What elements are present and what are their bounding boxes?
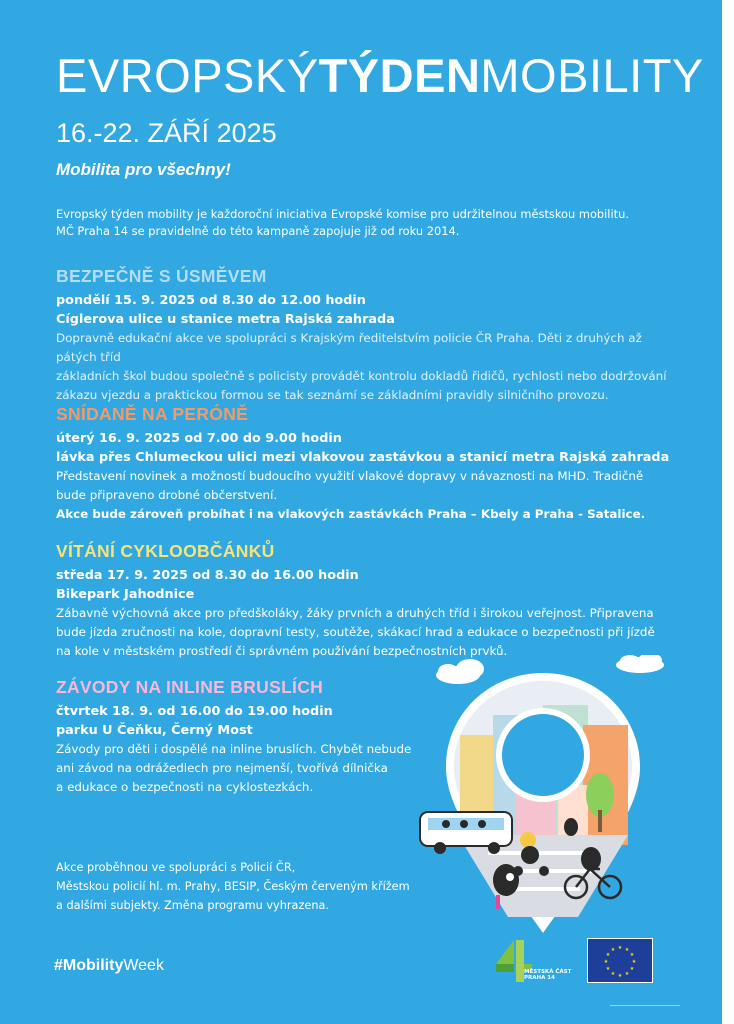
motto: Mobilita pro všechny! bbox=[56, 160, 231, 179]
event-time: čtvrtek 18. 9. od 16.00 do 19.00 hodin bbox=[56, 704, 333, 719]
event-bezpecne bbox=[56, 266, 676, 405]
title-part-1: EVROPSKÝ bbox=[56, 49, 319, 102]
svg-text:★: ★ bbox=[624, 947, 630, 953]
svg-text:★: ★ bbox=[605, 952, 611, 958]
svg-text:★: ★ bbox=[603, 959, 609, 965]
intro-line: MČ Praha 14 se pravidelně do této kampaně zapojuje již od roku 2014. bbox=[56, 224, 460, 238]
svg-text:★: ★ bbox=[631, 959, 637, 965]
svg-text:★: ★ bbox=[610, 947, 616, 953]
event-description: Zábavně výchovná akce pro předškoláky, žáky prvních a druhých tříd i širokou veřejnost. Připravena bude jízda zručnosti na kole, dopravní testy, soutěže, skákací hrad a edukace o bezpečnosti při jízdě na kole v městském prostředí či správném používání bezpečnostních prvků. bbox=[56, 606, 655, 658]
title-part-3: MOBILITY bbox=[480, 49, 704, 102]
svg-text:★: ★ bbox=[610, 971, 616, 977]
location-pin-illustration bbox=[418, 655, 668, 940]
hashtag: #MobilityWeek bbox=[54, 957, 164, 974]
event-zavody bbox=[56, 677, 416, 797]
event-title: SNÍDANĚ NA PERÓNĚ bbox=[56, 404, 249, 424]
event-vitani bbox=[56, 541, 676, 661]
event-description: Závody pro děti i dospělé na inline bruslích. Chybět nebude ani závod na odrážedlech pro nejmenší, tvořívá dílnička a edukace o bezpečnosti na cyklostezkách. bbox=[56, 742, 412, 794]
event-title: BEZPEČNĚ S ÚSMĚVEM bbox=[56, 266, 267, 286]
praha14-logo-text: MĚSTSKÁ ČÁST PRAHA 14 bbox=[524, 969, 572, 981]
eu-stars bbox=[588, 939, 652, 982]
poster-title bbox=[56, 49, 704, 102]
event-note: Akce bude zároveň probíhat i na vlakových zastávkách Praha – Kbely a Praha - Satalice. bbox=[56, 507, 646, 521]
event-description: Dopravně edukační akce ve spolupráci s Krajským ředitelstvím policie ČR Praha. Děti z druhých až pátých tříd základních škol budou společně s policisty provádět kontrolu dokladů řidičů, rychlosti nebo dodržování zákazu vjezdu a praktickou formou se tak seznámí se základními pravidly silničního provozu. bbox=[56, 331, 667, 402]
event-snidane bbox=[56, 404, 676, 524]
event-title: ZÁVODY NA INLINE BRUSLÍCH bbox=[56, 677, 324, 697]
divider bbox=[610, 1005, 680, 1006]
svg-text:★: ★ bbox=[629, 966, 635, 972]
svg-text:★: ★ bbox=[617, 945, 623, 951]
svg-text:★: ★ bbox=[624, 971, 630, 977]
event-time: úterý 16. 9. 2025 od 7.00 do 9.00 hodin bbox=[56, 431, 342, 446]
event-title: VÍTÁNÍ CYKLOOBČÁNKŮ bbox=[56, 541, 275, 561]
event-place: lávka přes Chlumeckou ulici mezi vlakovou zastávkou a stanicí metra Rajská zahrada bbox=[56, 450, 670, 465]
event-place: Bikepark Jahodnice bbox=[56, 587, 195, 602]
intro-line: Evropský týden mobility je každoroční iniciativa Evropské komise pro udržitelnou městskou mobilitu. bbox=[56, 207, 629, 221]
svg-text:★: ★ bbox=[605, 966, 611, 972]
event-place: parku U Čeňku, Černý Most bbox=[56, 723, 253, 738]
event-time: pondělí 15. 9. 2025 od 8.30 do 12.00 hodin bbox=[56, 293, 366, 308]
event-description: Představení novinek a možností budoucího využití vlakové dopravy v návaznosti na MHD. Tradičně bude připraveno drobné občerstvení. bbox=[56, 469, 644, 502]
event-place: Cíglerova ulice u stanice metra Rajská zahrada bbox=[56, 312, 395, 327]
eu-flag-icon bbox=[587, 938, 653, 983]
svg-text:★: ★ bbox=[629, 952, 635, 958]
title-part-2: TÝDEN bbox=[318, 49, 481, 102]
intro-text bbox=[56, 206, 666, 240]
event-dates: 16.-22. ZÁŘÍ 2025 bbox=[56, 118, 277, 148]
event-time: středa 17. 9. 2025 od 8.30 do 16.00 hodin bbox=[56, 568, 359, 583]
svg-text:★: ★ bbox=[617, 973, 623, 979]
partners-note: Akce proběhnou ve spolupráci s Policií ČR, Městskou policií hl. m. Prahy, BESIP, Českým červeným křížem a dalšími subjekty. Změna programu vyhrazena. bbox=[56, 861, 410, 912]
